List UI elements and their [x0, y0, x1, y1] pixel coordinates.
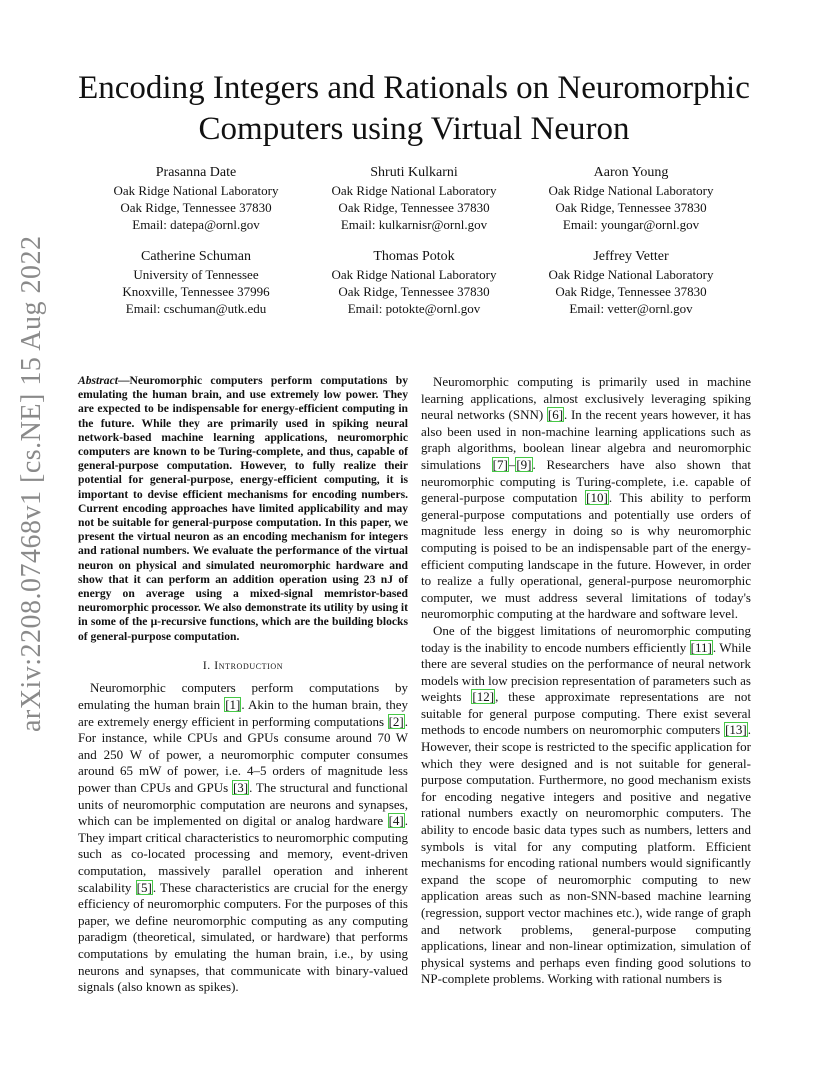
intro-paragraph — [78, 680, 408, 995]
citation-link[interactable]: [2] — [388, 713, 404, 729]
citation-link[interactable]: [1] — [225, 697, 241, 713]
author-name: Shruti Kulkarni — [370, 165, 458, 180]
author-address: Oak Ridge, Tennessee 37830 — [555, 200, 707, 215]
text-segment: . Akin to the human brain, they are extremely energy efficient in performing computations — [78, 697, 408, 729]
citation-link[interactable]: [3] — [232, 780, 249, 796]
citation-link[interactable]: [4] — [388, 813, 404, 829]
author-email[interactable]: Email: potokte@ornl.gov — [347, 301, 481, 316]
abstract-text: —Neuromorphic computers perform computations by emulating the human brain, and use extremely low power. They are expected to be indispensable for energy-efficient computing in the future. While they are primarily used in spiking neural network-based machine learning applications, neuromorphic computers are known to be Turing-complete, and thus, capable of general-purpose computation. However, to fully realize their potential for general-purpose, energy-efficient computing, it is important to devise efficient mechanisms for encoding numbers. Current encoding approaches have limited applicability and may not be suitable for general-purpose computation. In this paper, we present the virtual neuron as an encoding mechanism for integers and rational numbers. We evaluate the performance of the virtual neuron on physical and simulated neuromorphic hardware and show that it can perform an addition operation using 23 nJ of energy on average using a mixed-signal memristor-based neuromorphic processor. We also demonstrate its utility by using it in some of the μ-recursive functions, which are the building blocks of general-purpose computation. — [78, 374, 409, 643]
citation-link[interactable]: [6] — [547, 407, 564, 423]
text-segment: . In the recent years however, it has also been used in non-machine learning applications such as graph algorithms, boolean linear algebra and neuromorphic simulations — [421, 407, 751, 472]
text-segment: . These characteristics are crucial for the energy efficiency of neuromorphic computers. For the purposes of this paper, we define neuromorphic computing as any computing paradigm (theoretical, simulated, or hardware) that performs computations by emulating the human brain, i.e., by using neurons and synapses, that communicate with binary-valued signals (also known as spikes). — [78, 879, 408, 995]
author-affiliation: Oak Ridge National Laboratory — [331, 267, 497, 282]
author-email[interactable]: Email: youngar@ornl.gov — [562, 217, 700, 232]
citation-link[interactable]: [7] — [492, 456, 508, 472]
arxiv-stamp-text: arXiv:2208.07468v1 [cs.NE] 15 Aug 2022 — [16, 235, 47, 732]
author-block-6 — [521, 248, 741, 317]
text-segment: Neuromorphic computing is primarily used in machine learning applications, almost exclusively leveraging spiking neural networks (SNN) — [421, 374, 751, 423]
author-address: Oak Ridge, Tennessee 37830 — [555, 284, 707, 299]
citation-link[interactable]: [12] — [472, 689, 495, 705]
author-affiliation: Oak Ridge National Laboratory — [548, 183, 714, 198]
abstract — [78, 374, 408, 644]
body-paragraph-1 — [421, 374, 751, 623]
author-name: Thomas Potok — [373, 249, 455, 264]
title-line-2: Computers using Virtual Neuron — [198, 111, 630, 147]
citation-link[interactable]: [11] — [690, 639, 712, 655]
text-segment: . They impart critical characteristics to neuromorphic computing such as co-located processing and memory, event-driven computation, massively parallel operation and inherent scalability — [78, 813, 408, 895]
author-address: Oak Ridge, Tennessee 37830 — [338, 284, 490, 299]
author-name: Aaron Young — [593, 165, 669, 180]
text-segment: . However, their scope is restricted to the specific application for which they were designed and is not suitable for general-purpose computation. Furthermore, no good mechanism exists for encoding negative integers and positive and negative rational numbers exactly on neuromorphic computers. The ability to encode basic data types such as numbers, letters and symbols is vital for any computing platform. Efficient mechanisms for encoding rational numbers would significantly expand the scope of neuromorphic computing to new application areas such as non-SNN-based machine learning (regression, support vector machines etc.), wide range of graph and network problems, general-purpose computing applications, linear and non-linear optimization, simulation of physical systems and perhaps even finding good solutions to NP-complete problems. Working with rational numbers is — [421, 722, 751, 987]
author-block-2 — [304, 164, 524, 233]
text-segment: . This ability to perform general-purpose computations and potentially use orders of magnitude less energy in doing so is why neuromorphic computing is poised to be an indispensable part of the energy-efficient computing landscape in the future. However, in order to realize a fully operational, general-purpose neuromorphic computer, we must address several limitations of today's neuromorphic computing at the hardware and software level. — [421, 490, 751, 622]
text-segment: . The structural and functional units of neuromorphic computation are neurons and synapses, which can be implemented on digital or analog hardware — [78, 780, 409, 829]
text-segment: . While there are several studies on the performance of neural network models with low precision representation of parameters such as weights — [421, 639, 751, 705]
author-affiliation: Oak Ridge National Laboratory — [331, 183, 497, 198]
author-block-5 — [304, 248, 524, 317]
title-line-1: Encoding Integers and Rationals on Neuromorphic — [78, 70, 750, 106]
text-segment: – — [508, 456, 516, 472]
author-address: Oak Ridge, Tennessee 37830 — [338, 200, 490, 215]
author-address: Oak Ridge, Tennessee 37830 — [120, 200, 272, 215]
citation-link[interactable]: [5] — [136, 879, 152, 895]
author-block-3 — [521, 164, 741, 233]
text-segment: One of the biggest limitations of neuromorphic computing today is the inability to encode numbers efficiently — [421, 622, 751, 655]
citation-link[interactable]: [10] — [586, 490, 608, 506]
author-email[interactable]: Email: cschuman@utk.edu — [125, 301, 267, 316]
arxiv-stamp — [12, 235, 52, 732]
citation-link[interactable]: [9] — [516, 456, 532, 472]
text-segment: . For instance, while CPUs and GPUs consume around 70 W and 250 W of power, a neuromorphic computer consumes around 65 mW of power, i.e. 4–5 orders of magnitude less power than CPUs and GPUs — [78, 713, 408, 796]
author-email[interactable]: Email: datepa@ornl.gov — [132, 217, 260, 232]
author-block-1 — [86, 164, 306, 233]
paper-title — [40, 68, 788, 150]
author-email[interactable]: Email: kulkarnisr@ornl.gov — [340, 217, 488, 232]
text-segment: . Researchers have also shown that neuromorphic computing is Turing-complete, i.e. capable of general-purpose computation — [421, 456, 751, 506]
text-segment: Neuromorphic computers perform computations by emulating the human brain — [78, 680, 408, 713]
author-affiliation: Oak Ridge National Laboratory — [548, 267, 714, 282]
text-segment: , these approximate representations are not suitable for general purpose computing. There exist several methods to encode numbers on neuromorphic computers — [421, 689, 751, 738]
right-column — [421, 374, 751, 988]
author-block-4 — [86, 248, 306, 317]
author-affiliation: University of Tennessee — [133, 267, 259, 282]
author-name: Catherine Schuman — [140, 249, 252, 264]
author-email[interactable]: Email: vetter@ornl.gov — [569, 301, 693, 316]
abstract-label: Abstract — [78, 374, 118, 387]
citation-link[interactable]: [13] — [725, 722, 747, 738]
section-heading: I. Introduction — [202, 658, 284, 672]
author-name: Jeffrey Vetter — [593, 249, 669, 264]
body-paragraph-2 — [421, 623, 751, 988]
author-address: Knoxville, Tennessee 37996 — [122, 284, 270, 299]
author-affiliation: Oak Ridge National Laboratory — [113, 183, 279, 198]
left-column — [78, 374, 408, 996]
author-name: Prasanna Date — [155, 165, 237, 180]
